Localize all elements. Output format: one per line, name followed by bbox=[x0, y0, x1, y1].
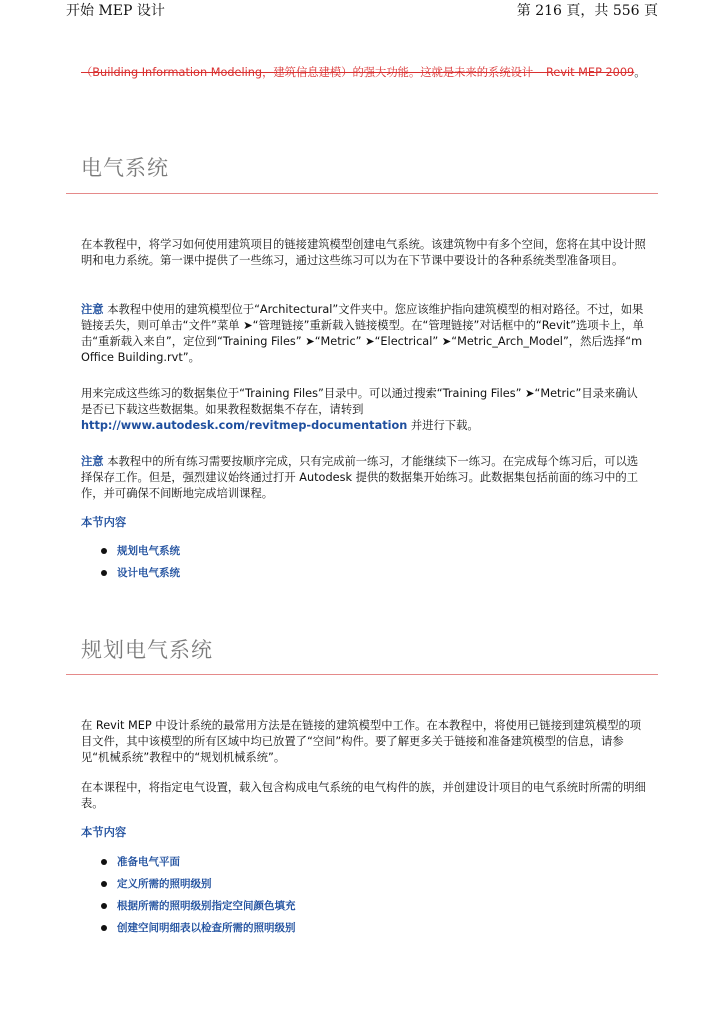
note-2 bbox=[81, 454, 647, 502]
bullet-icon bbox=[101, 903, 107, 909]
bullet-icon bbox=[101, 881, 107, 887]
contents-link-color-fill[interactable]: 根据所需的照明级别指定空间颜色填充 bbox=[101, 895, 296, 917]
dataset-tail: 并进行下载。 bbox=[410, 419, 479, 432]
note-text: 本教程中使用的建筑模型位于“Architectural”文件夹中。您应该维护指向建筑模型的相对路径。不过，如果链接丢失，则可单击“文件”菜单 ➤“管理链接”重新载入链接模型。在“管理链接”对话框中的“Revit”选项卡上，单击“重新载入来自”，定位到“Training Files” ➤“Metric” ➤“Electrical” ➤“Metric_Arch_Model”，然后选择“m Office Building.rvt”。 bbox=[81, 303, 644, 364]
contents-link-prepare-plan[interactable]: 准备电气平面 bbox=[101, 851, 296, 873]
section1-contents-list bbox=[101, 540, 180, 584]
note-text: 本教程中的所有练习需要按顺序完成，只有完成前一练习，才能继续下一练习。在完成每个练习后，可以选择保存工作。但是，强烈建议始终通过打开 Autodesk 提供的数据集开始练习。此数据集包括前面的练习中的工作，并可确保不间断地完成培训课程。 bbox=[81, 455, 639, 500]
download-link[interactable]: http://www.autodesk.com/revitmep-documentation bbox=[81, 419, 408, 432]
note-label: 注意 bbox=[81, 303, 104, 316]
contents-link-design-electrical[interactable]: 设计电气系统 bbox=[101, 562, 180, 584]
bullet-icon bbox=[101, 548, 107, 554]
intro-tail: 。 bbox=[634, 66, 646, 79]
note-1 bbox=[81, 302, 647, 366]
document-header-title: 开始 MEP 设计 bbox=[66, 3, 165, 19]
section2-paragraph-2: 在本课程中，将指定电气设置，载入包含构成电气系统的电气构件的族，并创建设计项目的电气系统时所需的明细表。 bbox=[81, 781, 646, 810]
contents-link-space-schedule[interactable]: 创建空间明细表以检查所需的照明级别 bbox=[101, 917, 296, 939]
bullet-icon bbox=[101, 570, 107, 576]
bullet-icon bbox=[101, 925, 107, 931]
page-number: 第 216 頁，共 556 頁 bbox=[516, 3, 658, 19]
intro-paragraph bbox=[81, 65, 647, 81]
section2-contents-list bbox=[101, 851, 296, 939]
contents-heading: 本节内容 bbox=[81, 826, 127, 839]
contents-link-define-lighting[interactable]: 定义所需的照明级别 bbox=[101, 873, 296, 895]
section-divider bbox=[66, 674, 658, 675]
section-title-plan-electrical: 规划电气系统 bbox=[81, 638, 213, 662]
contents-link-plan-electrical[interactable]: 规划电气系统 bbox=[101, 540, 180, 562]
section1-paragraph-1: 在本教程中，将学习如何使用建筑项目的链接建筑模型创建电气系统。该建筑物中有多个空间，您将在其中设计照明和电力系统。第一课中提供了一些练习，通过这些练习可以为在下节课中要设计的各种系统类型准备项目。 bbox=[81, 238, 646, 267]
note-label: 注意 bbox=[81, 455, 104, 468]
contents-heading: 本节内容 bbox=[81, 516, 127, 529]
section-title-electrical-system: 电气系统 bbox=[81, 156, 169, 180]
strikethrough-text: （Building Information Modeling，建筑信息建模）的强大功能。这就是未来的系统设计 – Revit MEP 2009 bbox=[81, 66, 635, 79]
section2-paragraph-1: 在 Revit MEP 中设计系统的最常用方法是在链接的建筑模型中工作。在本教程中，将使用已链接到建筑模型的项目文件，其中该模型的所有区域中均已放置了“空间”构件。要了解更多关于链接和准备建筑模型的信息，请参见“机械系统”教程中的“规划机械系统”。 bbox=[81, 719, 642, 764]
section-divider bbox=[66, 193, 658, 194]
section1-paragraph-2 bbox=[81, 386, 647, 434]
bullet-icon bbox=[101, 859, 107, 865]
dataset-text: 用来完成这些练习的数据集位于“Training Files”目录中。可以通过搜索“Training Files” ➤“Metric”目录来确认是否已下载这些数据集。如果教程数据集不存在，请转到 bbox=[81, 387, 638, 416]
